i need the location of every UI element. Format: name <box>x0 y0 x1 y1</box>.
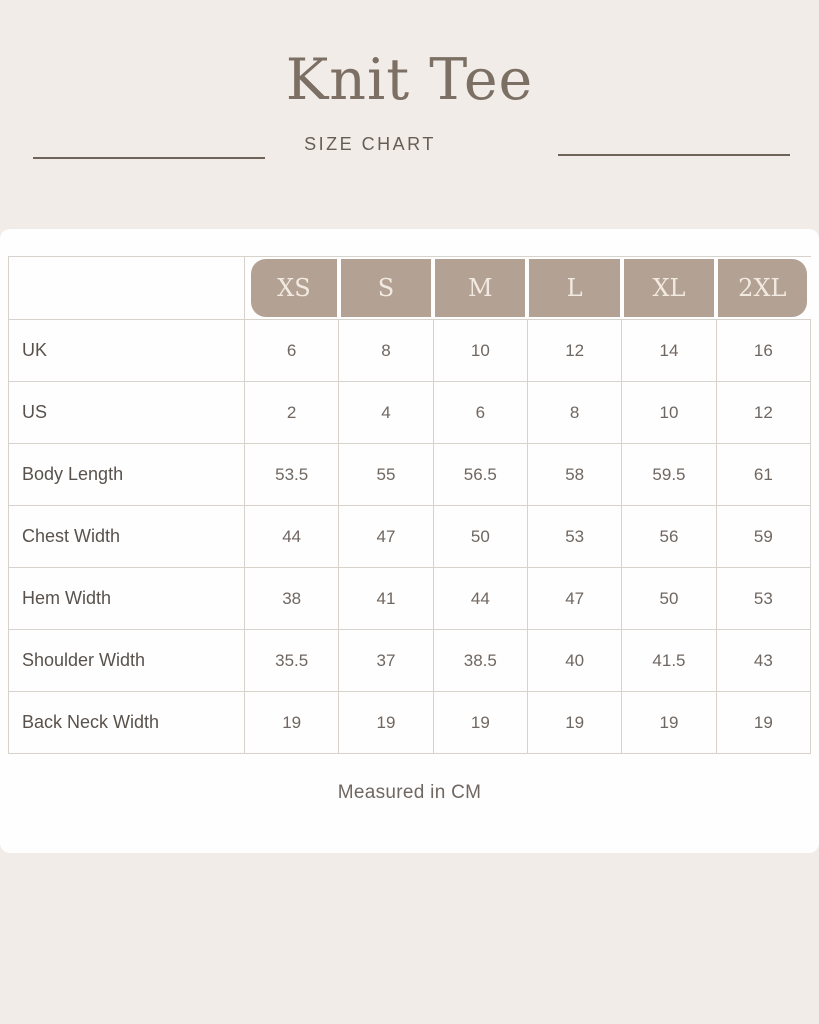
row-label: Shoulder Width <box>9 630 245 692</box>
value-cell: 61 <box>716 444 810 506</box>
value-cell: 59.5 <box>622 444 716 506</box>
row-label: Back Neck Width <box>9 692 245 754</box>
value-cell: 44 <box>245 506 339 568</box>
value-cell: 8 <box>527 382 621 444</box>
table-row-back-neck-width <box>9 692 811 754</box>
value-cell: 12 <box>527 320 621 382</box>
size-chart-table <box>8 256 811 754</box>
row-label: US <box>9 382 245 444</box>
value-cell: 55 <box>339 444 433 506</box>
left-divider-line <box>33 157 265 159</box>
size-header-xs: XS <box>251 259 337 317</box>
value-cell: 4 <box>339 382 433 444</box>
value-cell: 40 <box>527 630 621 692</box>
value-cell: 19 <box>622 692 716 754</box>
value-cell: 35.5 <box>245 630 339 692</box>
value-cell: 37 <box>339 630 433 692</box>
value-cell: 19 <box>339 692 433 754</box>
table-row-shoulder-width <box>9 630 811 692</box>
value-cell: 14 <box>622 320 716 382</box>
value-cell: 16 <box>716 320 810 382</box>
size-header-xl: XL <box>624 259 714 317</box>
value-cell: 50 <box>622 568 716 630</box>
table-row-uk <box>9 320 811 382</box>
row-label: Chest Width <box>9 506 245 568</box>
value-cell: 19 <box>433 692 527 754</box>
value-cell: 41.5 <box>622 630 716 692</box>
value-cell: 56.5 <box>433 444 527 506</box>
value-cell: 19 <box>245 692 339 754</box>
value-cell: 47 <box>527 568 621 630</box>
value-cell: 38.5 <box>433 630 527 692</box>
value-cell: 8 <box>339 320 433 382</box>
value-cell: 10 <box>622 382 716 444</box>
chart-panel <box>0 229 819 853</box>
value-cell: 58 <box>527 444 621 506</box>
empty-corner-cell <box>9 257 245 320</box>
value-cell: 44 <box>433 568 527 630</box>
subtitle: SIZE CHART <box>304 134 436 154</box>
size-header-row <box>9 257 811 320</box>
measurement-note: Measured in CM <box>337 782 482 803</box>
size-header-s: S <box>341 259 431 317</box>
value-cell: 56 <box>622 506 716 568</box>
right-divider-line <box>558 154 790 156</box>
value-cell: 6 <box>433 382 527 444</box>
row-label: Body Length <box>9 444 245 506</box>
value-cell: 53 <box>527 506 621 568</box>
table-row-us <box>9 382 811 444</box>
table-row-hem-width <box>9 568 811 630</box>
value-cell: 6 <box>245 320 339 382</box>
value-cell: 19 <box>716 692 810 754</box>
value-cell: 10 <box>433 320 527 382</box>
row-label: UK <box>9 320 245 382</box>
value-cell: 19 <box>527 692 621 754</box>
value-cell: 41 <box>339 568 433 630</box>
value-cell: 50 <box>433 506 527 568</box>
value-cell: 59 <box>716 506 810 568</box>
size-header-m: M <box>435 259 525 317</box>
size-header-l: L <box>529 259 619 317</box>
value-cell: 43 <box>716 630 810 692</box>
value-cell: 38 <box>245 568 339 630</box>
table-row-chest-width <box>9 506 811 568</box>
page-title: Knit Tee <box>285 47 534 113</box>
header <box>0 0 819 229</box>
value-cell: 2 <box>245 382 339 444</box>
value-cell: 47 <box>339 506 433 568</box>
size-header-2xl: 2XL <box>718 259 806 317</box>
value-cell: 53 <box>716 568 810 630</box>
row-label: Hem Width <box>9 568 245 630</box>
table-row-body-length <box>9 444 811 506</box>
value-cell: 53.5 <box>245 444 339 506</box>
value-cell: 12 <box>716 382 810 444</box>
